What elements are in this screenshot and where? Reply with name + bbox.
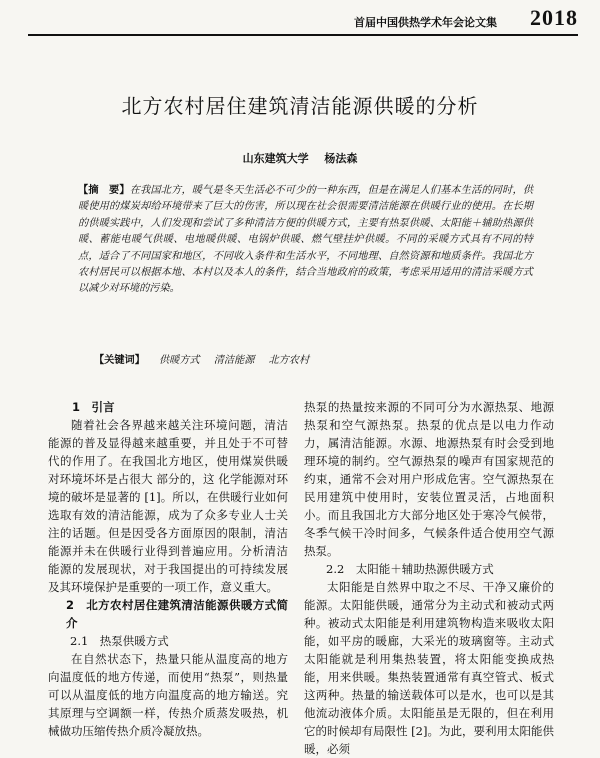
header-rule — [28, 34, 578, 36]
section-heading: 2 北方农村居住建筑清洁能源供暖方式简介 — [66, 598, 288, 630]
running-header — [0, 0, 600, 40]
paragraph: 太阳能是自然界中取之不尽、干净又廉价的能源。太阳能供暖，通常分为主动式和被动式两种。被动式太阳能是利用建筑物构造来吸收太阳能，如平房的暖廊，大采光的玻璃窗等。主动式太阳能就是利用集热装置，将太阳能变换成热能，用来供暖。集热装置通常有真空管式、板式这两种。热量的输送载体可以是水，也可以是其他流动液体介质。太阳能虽是无限的，但在利用它的时候却有局限性 [2]。为此，要利用太阳能供暖，必须 — [304, 580, 554, 756]
left-column — [48, 398, 288, 740]
author-name: 杨法森 — [324, 152, 358, 165]
author-affiliation: 山东建筑大学 — [242, 152, 309, 165]
keyword-item: 清洁能源 — [213, 355, 255, 366]
subsection-heading: 2.2 太阳能＋辅助热源供暖方式 — [326, 562, 494, 576]
subsection-heading: 2.1 热泵供暖方式 — [70, 634, 169, 648]
paragraph: 热泵的热量按来源的不同可分为水源热泵、地源热泵和空气源热泵。热泵的优点是以电力作动力，属清洁能源。水源、地源热泵有时会受到地理环境的制约。空气源热泵的噪声有国家规范的约束，通常不会对用户形成危害。空气源热泵在民用建筑中使用时，安装位置灵活，占地面积小。而且我国北方大部分地区处于寒冷气候带，冬季气候干冷时间多，气候条件适合使用空气源热泵。 — [304, 400, 554, 558]
paper-title: 北方农村居住建筑清洁能源供暖的分析 — [121, 94, 479, 118]
abstract — [78, 182, 533, 298]
author-line — [0, 150, 600, 166]
keywords-label: 【关键词】 — [94, 354, 145, 366]
paragraph: 随着社会各界越来越关注环境问题，清洁能源的普及显得越来越重要，并且处于不可替代的作用了。在我国北方地区，使用煤炭供暖对环境坏坏是占很大 部分的，这 化学能源对环境的破坏是显著的 [1]。所以，在供暖行业如何选取有效的清洁能源，成为了众多专业人士关注的话题。但是因受各方面原因的限制，清洁能源并未在供暖行业得到普遍应用。分析清洁能源的发展现状，对于我国提出的可持续发展及其环境保护是重要的一项工作，意义重大。 — [48, 418, 288, 594]
keywords — [94, 351, 323, 366]
abstract-text: 在我国北方，暖气是冬天生活必不可少的一种东西，但是在满足人们基本生活的同时，供暖使用的煤炭却给环境带来了巨大的伤害，所以现在社会很需要清洁能源在供暖行业的使用。在长期的供暖实践中，人们发现和尝试了多种清洁方便的供暖方式，主要有热泵供暖、太阳能＋辅助热源供暖、蓄能电暖气供暖、电地暖供暖、电锅炉供暖、燃气壁挂炉供暖。不同的采暖方式具有不同的特点，适合了不同国家和地区，不同收入条件和生活水平，不同地理、自然资源和地质条件。我国北方农村居民可以根据本地、本村以及本人的条件，结合当地政府的政策，考虑采用适用的清洁采暖方式以减少对环境的污染。 — [78, 185, 534, 295]
right-column — [304, 398, 554, 758]
journal-title: 首届中国供热学术年会论文集 — [354, 16, 497, 29]
keyword-item: 北方农村 — [268, 355, 310, 366]
abstract-label: 【摘 要】 — [78, 184, 130, 196]
paragraph: 在自然状态下，热量只能从温度高的地方向温度低的地方传递，而使用“热泵”，则热量可以从温度低的地方向温度高的地方输送。究其原理与空调额一样，传热介质蒸发吸热，机械做功压缩传热介质冷凝放热。 — [48, 652, 288, 738]
journal-year: 2018 — [530, 5, 578, 30]
keyword-item: 供暖方式 — [158, 355, 200, 366]
section-heading: 1 引言 — [72, 400, 115, 414]
